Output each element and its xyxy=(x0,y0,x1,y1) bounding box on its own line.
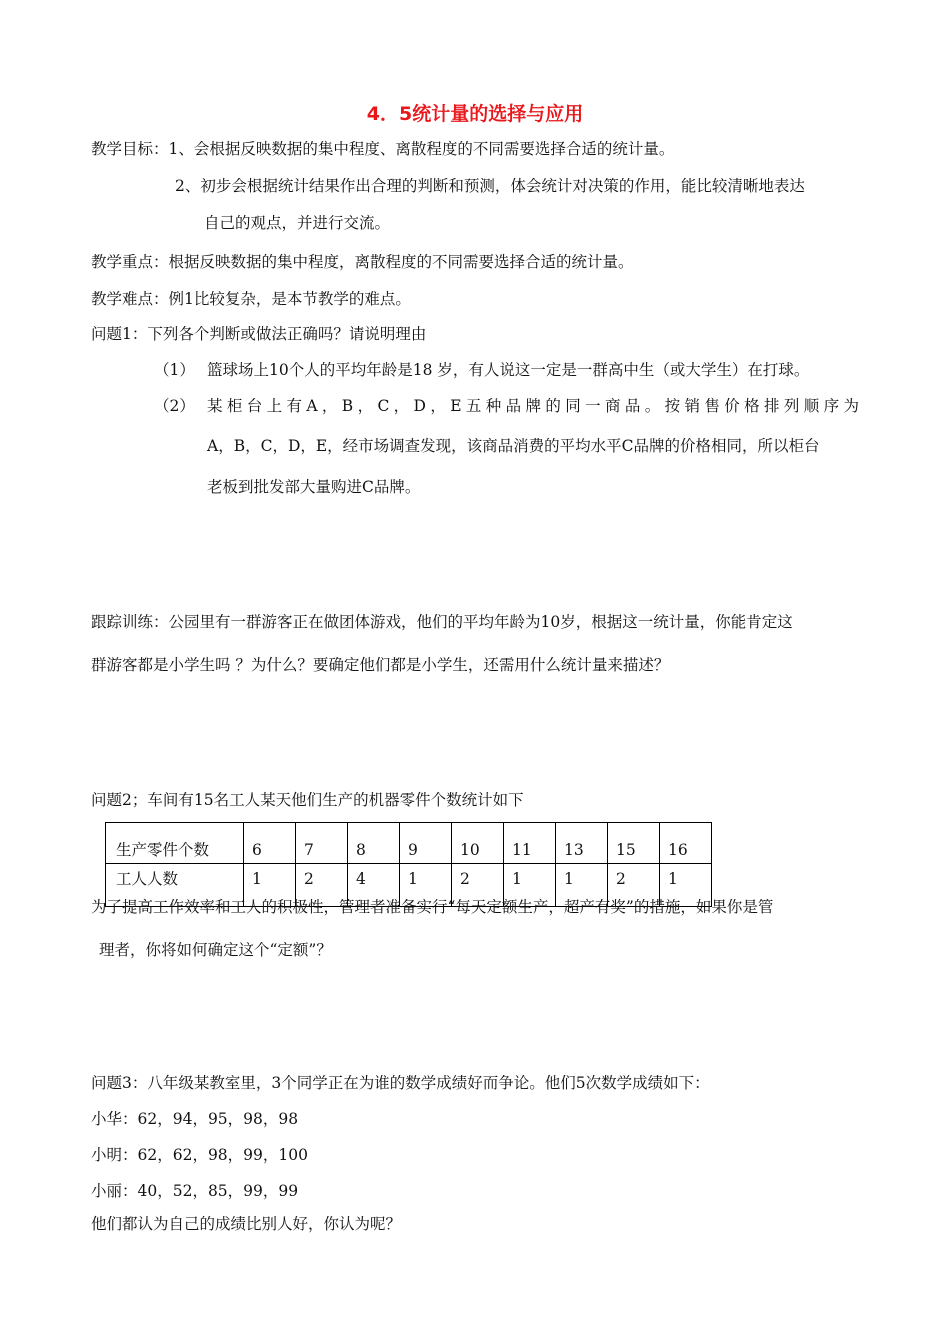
table-cell: 10 xyxy=(452,823,504,864)
page-title: 4．5统计量的选择与应用 xyxy=(366,103,584,125)
score-xiaohua: 小华：62，94，95，98，98 xyxy=(91,1110,299,1128)
table-cell: 13 xyxy=(556,823,608,864)
table-cell: 7 xyxy=(296,823,348,864)
table-cell: 1 xyxy=(400,864,452,907)
table-cell: 11 xyxy=(504,823,556,864)
table-cell: 1 xyxy=(660,864,712,907)
table-cell: 9 xyxy=(400,823,452,864)
q2-text-line-2: 理者，你将如何确定这个“定额”？ xyxy=(99,941,332,959)
question-2-heading: 问题2；车间有15名工人某天他们生产的机器零件个数统计如下 xyxy=(91,791,524,809)
table-cell: 1 xyxy=(504,864,556,907)
practice-line-2: 群游客都是小学生吗 ？为什么？要确定他们都是小学生，还需用什么统计量来描述？ xyxy=(91,656,670,674)
q1-item-1-number: （1） xyxy=(154,361,195,379)
table-row xyxy=(106,823,712,864)
q2-text-line-1: 为了提高工作效率和工人的积极性，管理者准备实行“每天定额生产，超产有奖”的措施，如果你是管 xyxy=(91,898,774,916)
table-cell: 15 xyxy=(608,823,660,864)
objective-line-1: 教学目标：1、会根据反映数据的集中程度、离散程度的不同需要选择合适的统计量。 xyxy=(91,140,675,158)
table-cell: 1 xyxy=(556,864,608,907)
table-cell: 6 xyxy=(244,823,296,864)
practice-line-1: 跟踪训练：公园里有一群游客正在做团体游戏，他们的平均年龄为10岁，根据这一统计量，你能肯定这 xyxy=(91,613,793,631)
difficulty: 教学难点：例1比较复杂，是本节教学的难点。 xyxy=(91,290,411,308)
question-1-heading: 问题1：下列各个判断或做法正确吗？请说明理由 xyxy=(91,325,427,343)
table-cell: 2 xyxy=(296,864,348,907)
key-point: 教学重点：根据反映数据的集中程度，离散程度的不同需要选择合适的统计量。 xyxy=(91,253,634,271)
objective-line-3: 自己的观点，并进行交流。 xyxy=(204,214,391,232)
parts-count-table xyxy=(105,822,712,907)
table-cell: 16 xyxy=(660,823,712,864)
table-cell: 8 xyxy=(348,823,400,864)
q1-item-2-line-2: A，B，C，D，E，经市场调查发现，该商品消费的平均水平C品牌的价格相同，所以柜台 xyxy=(207,437,820,455)
q1-item-2-line-3: 老板到批发部大量购进C品牌。 xyxy=(207,478,421,496)
q1-item-2-line-1: 某柜台上有A，B，C，D，E五种品牌的同一商品。按销售价格排列顺序为 xyxy=(207,397,859,415)
q3-closing: 他们都认为自己的成绩比别人好，你认为呢？ xyxy=(91,1215,402,1233)
objective-line-2: 2、初步会根据统计结果作出合理的判断和预测，体会统计对决策的作用，能比较清晰地表达 xyxy=(175,177,805,195)
table-header-parts: 生产零件个数 xyxy=(106,823,244,864)
table-header-workers: 工人人数 xyxy=(106,864,244,907)
score-xiaoli: 小丽：40，52，85，99，99 xyxy=(91,1182,299,1200)
score-xiaoming: 小明：62，62，98，99，100 xyxy=(91,1146,308,1164)
table-cell: 4 xyxy=(348,864,400,907)
table-cell: 2 xyxy=(452,864,504,907)
table-cell: 2 xyxy=(608,864,660,907)
table-cell: 1 xyxy=(244,864,296,907)
question-3-heading: 问题3：八年级某教室里，3个同学正在为谁的数学成绩好而争论。他们5次数学成绩如下： xyxy=(91,1074,710,1092)
q1-item-2-number: （2） xyxy=(154,397,195,415)
q1-item-1-text: 篮球场上10个人的平均年龄是18 岁，有人说这一定是一群高中生（或大学生）在打球。 xyxy=(207,361,810,379)
